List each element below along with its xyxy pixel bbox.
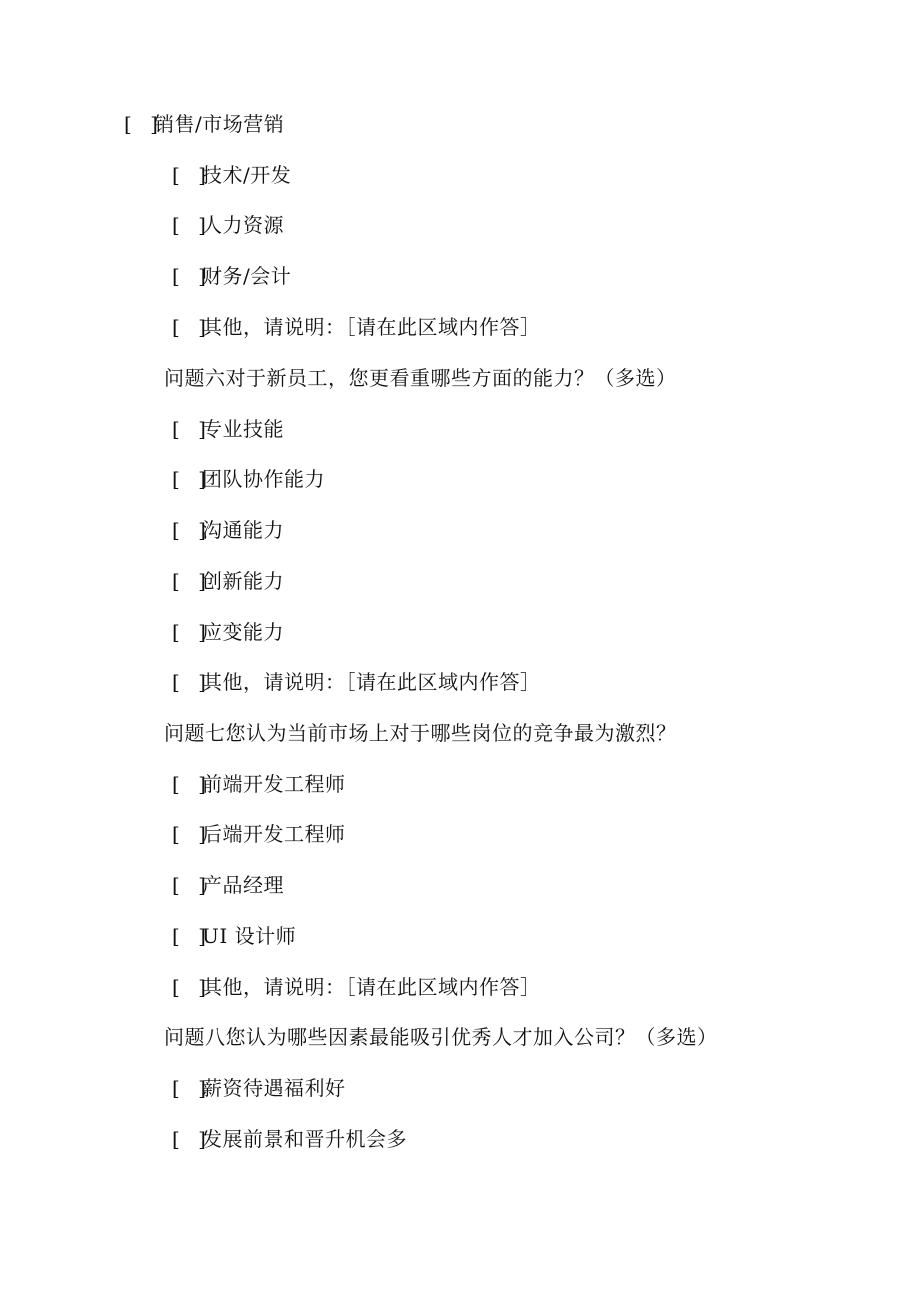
- option-sales-marketing[interactable]: [124, 111, 284, 137]
- option-hr[interactable]: [172, 212, 284, 238]
- option-other[interactable]: [172, 314, 541, 340]
- option-label: 人力资源: [202, 213, 284, 237]
- option-label: 其他，请说明：［请在此区域内作答］: [202, 975, 541, 999]
- checkbox[interactable]: [ ]: [172, 518, 212, 542]
- option-label: 技术/开发: [202, 163, 292, 187]
- q6-option-adaptability[interactable]: [172, 619, 284, 645]
- option-label: 发展前景和晋升机会多: [202, 1127, 407, 1151]
- checkbox[interactable]: [ ]: [172, 620, 212, 644]
- q6-option-professional-skills[interactable]: [172, 416, 284, 442]
- option-label: 薪资待遇福利好: [202, 1076, 346, 1100]
- checkbox[interactable]: [ ]: [172, 163, 212, 187]
- question-7-title: 问题七您认为当前市场上对于哪些岗位的竞争最为激烈？: [164, 721, 677, 745]
- q6-option-innovation[interactable]: [172, 568, 284, 594]
- checkbox[interactable]: [ ]: [172, 213, 212, 237]
- question-8-title: 问题八您认为哪些因素最能吸引优秀人才加入公司？（多选）: [164, 1025, 718, 1049]
- option-label: 沟通能力: [202, 518, 284, 542]
- option-label: 产品经理: [202, 873, 284, 897]
- q8-option-career-growth[interactable]: [172, 1126, 407, 1152]
- option-tech-dev[interactable]: [172, 162, 291, 188]
- option-label: 销售/市场营销: [154, 112, 285, 136]
- q7-option-product-manager[interactable]: [172, 872, 284, 898]
- checkbox[interactable]: [ ]: [172, 822, 212, 846]
- checkbox[interactable]: [ ]: [172, 670, 212, 694]
- checkbox[interactable]: [ ]: [172, 772, 212, 796]
- option-finance[interactable]: [172, 263, 291, 289]
- question-6-title: 问题六对于新员工，您更看重哪些方面的能力？（多选）: [164, 366, 677, 390]
- option-label: 创新能力: [202, 569, 284, 593]
- checkbox[interactable]: [ ]: [172, 315, 212, 339]
- checkbox[interactable]: [ ]: [172, 1127, 212, 1151]
- checkbox[interactable]: [ ]: [172, 975, 212, 999]
- checkbox[interactable]: [ ]: [124, 112, 164, 136]
- option-label: 专业技能: [202, 417, 284, 441]
- checkbox[interactable]: [ ]: [172, 873, 212, 897]
- option-label: 财务/会计: [202, 264, 292, 288]
- option-label: UI 设计师: [202, 924, 297, 948]
- q7-option-backend[interactable]: [172, 821, 346, 847]
- option-label: 应变能力: [202, 620, 284, 644]
- q6-option-other[interactable]: [172, 669, 541, 695]
- option-label: 后端开发工程师: [202, 822, 346, 846]
- checkbox[interactable]: [ ]: [172, 417, 212, 441]
- q6-option-communication[interactable]: [172, 517, 284, 543]
- q7-option-other[interactable]: [172, 974, 541, 1000]
- checkbox[interactable]: [ ]: [172, 264, 212, 288]
- checkbox[interactable]: [ ]: [172, 1076, 212, 1100]
- checkbox[interactable]: [ ]: [172, 924, 212, 948]
- option-label: 其他，请说明：［请在此区域内作答］: [202, 670, 541, 694]
- q7-option-ui-designer[interactable]: [172, 923, 296, 949]
- option-label: 前端开发工程师: [202, 772, 346, 796]
- checkbox[interactable]: [ ]: [172, 467, 212, 491]
- checkbox[interactable]: [ ]: [172, 569, 212, 593]
- q7-option-frontend[interactable]: [172, 771, 346, 797]
- q6-option-teamwork[interactable]: [172, 466, 325, 492]
- option-label: 团队协作能力: [202, 467, 325, 491]
- option-label: 其他，请说明：［请在此区域内作答］: [202, 315, 541, 339]
- q8-option-salary[interactable]: [172, 1075, 346, 1101]
